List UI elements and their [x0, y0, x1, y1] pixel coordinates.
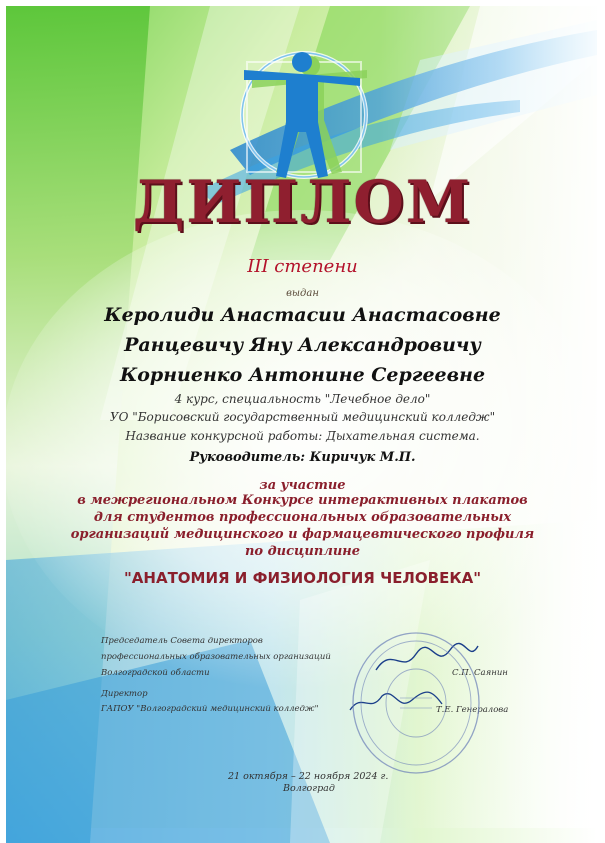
chair-title-line: Волгоградской области	[101, 668, 210, 678]
institution: УО "Борисовский государственный медицинский колледж"	[109, 410, 496, 424]
chair-title-line: Председатель Совета директоров	[101, 636, 263, 646]
participation-line: за участие	[259, 478, 346, 493]
participation-line: для студентов профессиональных образовательных	[93, 510, 512, 525]
work-title: Название конкурсной работы: Дыхательная система.	[125, 429, 480, 443]
recipient-name: Корниенко Антонине Сергеевне	[119, 364, 486, 386]
participation-line: по дисциплине	[244, 544, 361, 559]
participation-line: в межрегиональном Конкурсе интерактивных плакатов	[77, 493, 528, 508]
director-name: Т.Е. Генералова	[436, 705, 509, 715]
participation-line: организаций медицинского и фармацевтического профиля	[70, 527, 535, 542]
official-seal	[348, 628, 484, 778]
subject-title: "АНАТОМИЯ И ФИЗИОЛОГИЯ ЧЕЛОВЕКА"	[123, 569, 482, 587]
chair-title-line: профессиональных образовательных организаций	[101, 652, 331, 662]
chair-name: С.П. Саянин	[452, 668, 508, 678]
event-dates: 21 октября – 22 ноября 2024 г.	[228, 771, 389, 782]
course-specialty: 4 курс, специальность "Лечебное дело"	[174, 392, 431, 406]
diploma-title: ДИПЛОМ	[132, 168, 473, 236]
director-title-line: ГАПОУ "Волгоградский медицинский колледж"	[101, 704, 319, 714]
recipient-name: Керолиди Анастасии Анастасовне	[104, 304, 501, 326]
supervisor: Руководитель: Киричук М.П.	[189, 450, 416, 465]
recipient-name: Ранцевичу Яну Александровичу	[124, 334, 481, 356]
director-title-line: Директор	[101, 689, 148, 699]
event-city: Волгоград	[283, 783, 335, 794]
degree-label: III степени	[247, 256, 358, 277]
issued-label: выдан	[286, 288, 319, 299]
